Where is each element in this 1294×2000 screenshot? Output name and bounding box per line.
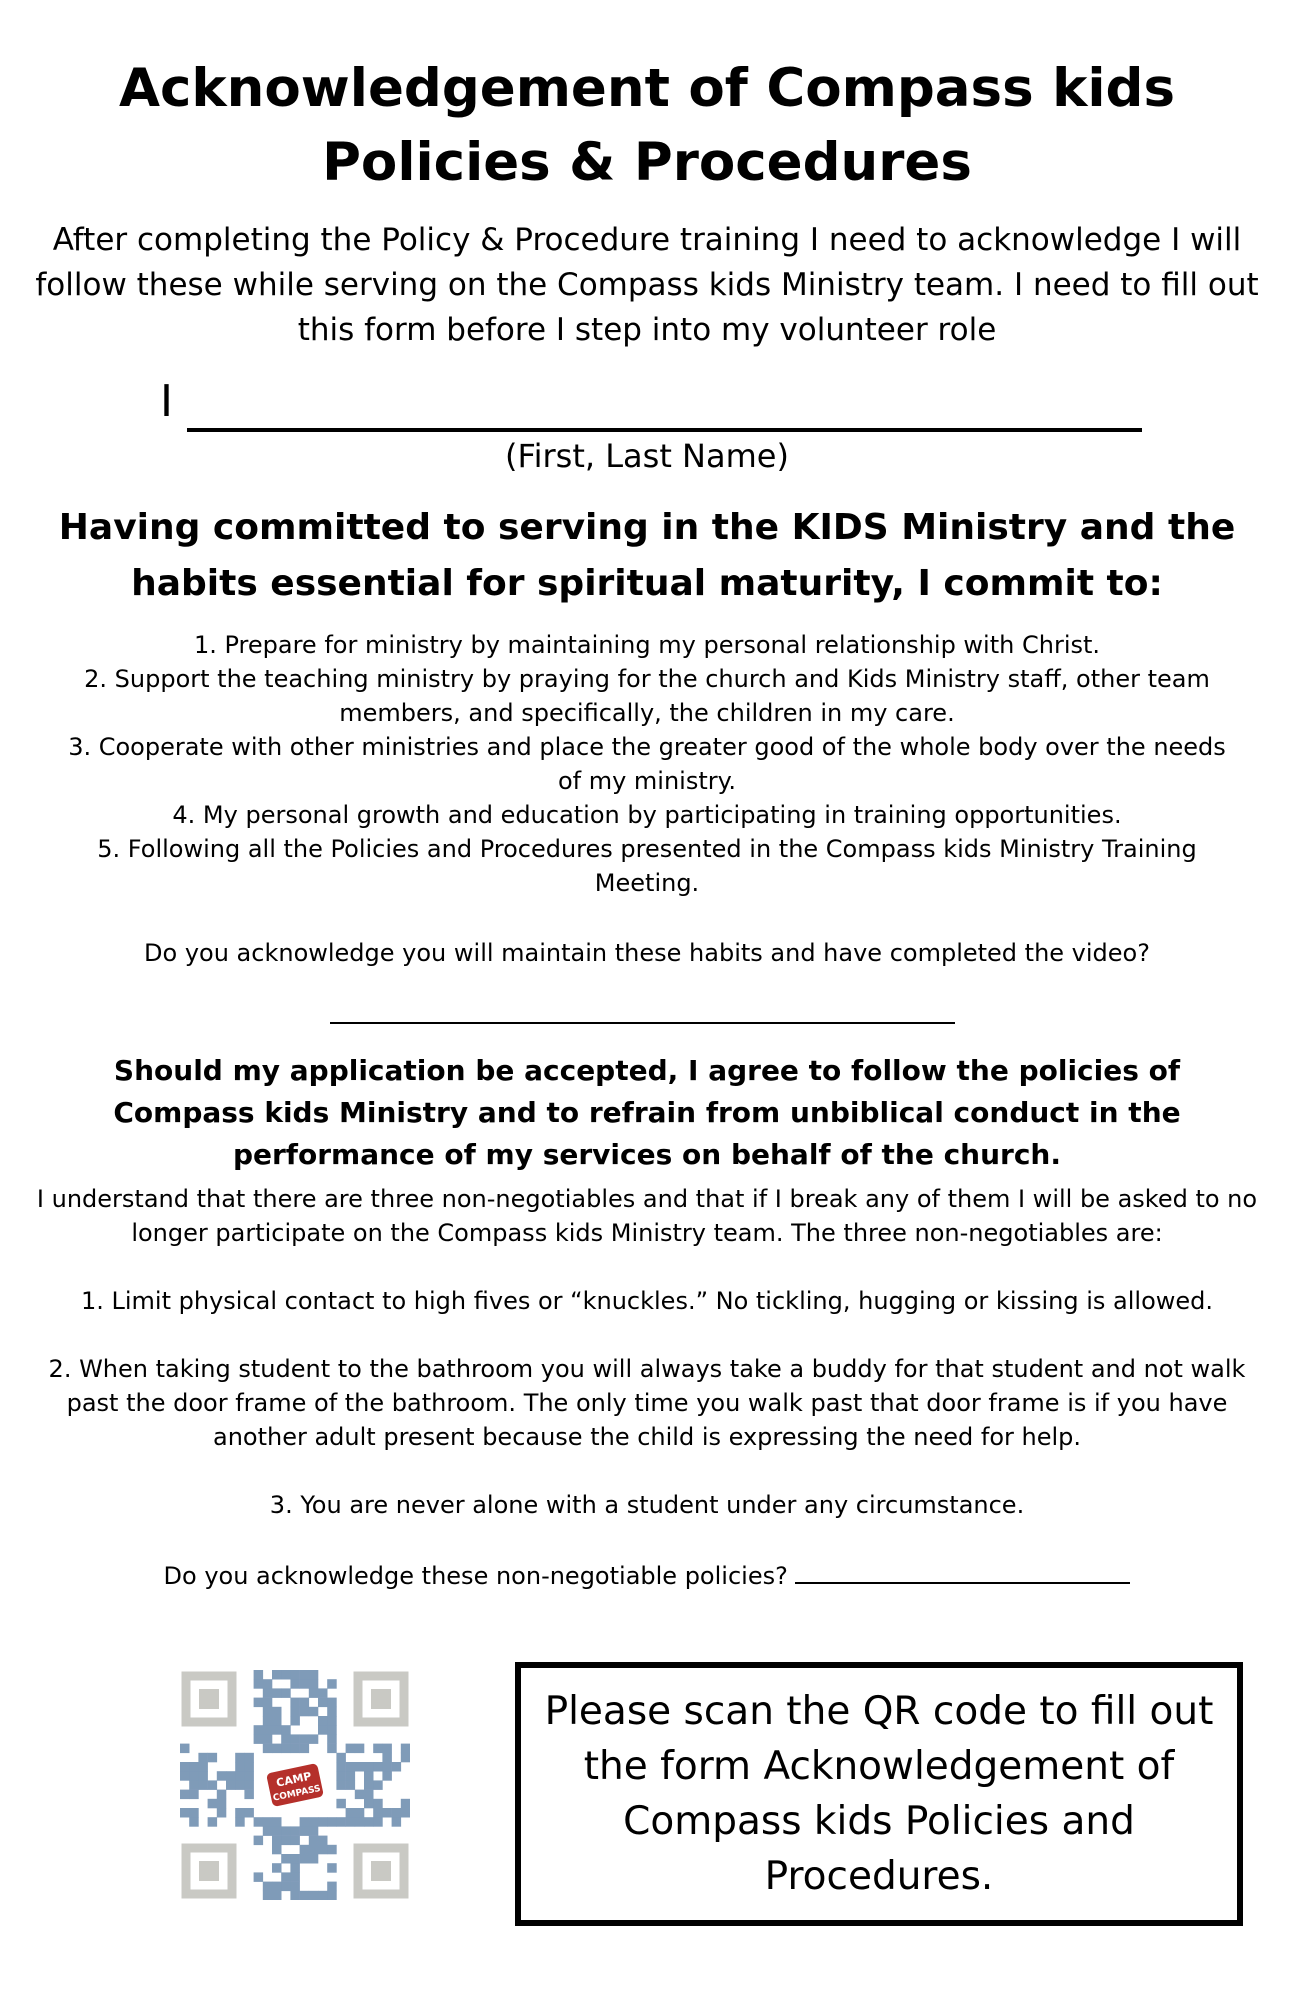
qr-module [392,1808,402,1818]
list-item: 4. My personal growth and education by participating in training opportunities. [172,801,1122,829]
qr-module [272,1707,282,1717]
qr-module [189,1780,199,1790]
qr-module [300,1817,310,1827]
qr-module [198,1762,208,1772]
qr-module [382,1808,392,1818]
qr-module [198,1771,208,1781]
qr-module [290,1891,300,1900]
intro-line-2: follow these while serving on the Compass kids Ministry team. I need to fill out [35,267,1259,303]
qr-module [263,1707,273,1717]
qr-module [217,1771,227,1781]
list-item: 1. Prepare for ministry by maintaining my personal relationship with Christ. [193,631,1101,659]
qr-module [189,1817,199,1827]
qr-module [263,1734,273,1744]
qr-module [364,1762,374,1772]
qr-module [281,1744,291,1754]
qr-module [327,1863,337,1873]
qr-module [254,1698,264,1708]
qr-module [392,1762,402,1772]
qr-module [208,1753,218,1763]
qr-module [309,1707,319,1717]
qr-module [244,1771,254,1781]
qr-module [235,1817,245,1827]
name-caption: (First, Last Name) [505,437,789,475]
qr-module [327,1679,337,1689]
qr-module [336,1771,346,1781]
qr-module [272,1744,282,1754]
qr-module [382,1744,392,1754]
qr-module [254,1817,264,1827]
qr-module [300,1845,310,1855]
qr-module [373,1808,383,1818]
list-item: 3. Cooperate with other ministries and place the greater good of the whole body over the needs of my ministry. [68,733,1226,795]
qr-module [272,1725,282,1735]
qr-module [198,1753,208,1763]
qr-module [290,1744,300,1754]
intro-line-3: this form before I step into my volunteer role [297,312,997,348]
qr-module [346,1762,356,1772]
qr-module [272,1836,282,1846]
qr-module [244,1780,254,1790]
qr-module [327,1698,337,1708]
qr-instructions-box [515,1662,1243,1926]
qr-module [189,1771,199,1781]
qr-module [309,1679,319,1689]
qr-module [272,1891,282,1900]
qr-module [401,1808,410,1818]
qr-module [272,1716,282,1726]
qr-module [401,1799,410,1809]
qr-module [198,1780,208,1790]
qr-module [355,1762,365,1772]
qr-module [355,1817,365,1827]
commit-heading [40,500,1254,612]
qr-module [254,1734,264,1744]
qr-module [373,1799,383,1809]
qr-module [244,1753,254,1763]
qr-module [327,1891,337,1900]
logo-text-1: CAMP [275,1769,313,1790]
list-item: 2. Support the teaching ministry by praying for the church and Kids Ministry staff, other team members, and specifically, the children in my care. [84,665,1210,727]
qr-module [180,1762,190,1772]
qr-module [336,1780,346,1790]
qr-module [309,1670,319,1680]
qr-module [263,1725,273,1735]
logo-text-2: COMPASS [272,1783,322,1804]
qr-module [309,1845,319,1855]
qr-module [300,1826,310,1836]
qr-module [401,1753,410,1763]
qr-module [318,1698,328,1708]
qr-module [272,1882,282,1892]
qr-module [290,1872,300,1882]
qr-module [364,1780,374,1790]
qr-module [327,1707,337,1717]
qr-module [392,1817,402,1827]
qr-module [281,1725,291,1735]
qr-module [318,1845,328,1855]
qr-module [272,1817,282,1827]
title-line-2: Policies & Procedures [322,132,972,193]
qr-module [281,1826,291,1836]
qr-module [235,1771,245,1781]
qr-module [309,1688,319,1698]
commit-heading-line-1: Having committed to serving in the KIDS Ministry and the [58,507,1236,548]
qr-module [327,1882,337,1892]
qr-module [364,1817,374,1827]
commit-list [60,628,1234,900]
camp-compass-logo [261,1759,328,1811]
qr-module [327,1817,337,1827]
habits-answer-line[interactable] [330,1022,955,1024]
qr-module [189,1790,199,1800]
qr-module [263,1891,273,1900]
qr-module [364,1771,374,1781]
qr-module [373,1817,383,1827]
qr-module [318,1891,328,1900]
policies-question [20,1556,1274,1593]
qr-module [263,1744,273,1754]
qr-module [263,1679,273,1689]
policies-answer-line[interactable] [795,1556,1130,1584]
qr-module [272,1688,282,1698]
qr-module [281,1836,291,1846]
qr-module [373,1762,383,1772]
qr-module [217,1808,227,1818]
qr-module [290,1716,300,1726]
habits-question: Do you acknowledge you will maintain these habits and have completed the video? [144,939,1150,967]
qr-module [180,1790,190,1800]
qr-module [290,1826,300,1836]
qr-module [263,1688,273,1698]
qr-module [336,1762,346,1772]
qr-module [309,1836,319,1846]
qr-module [300,1854,310,1864]
qr-module [401,1744,410,1754]
qr-module [336,1799,346,1809]
qr-module [290,1854,300,1864]
qr-module [300,1744,310,1754]
qr-module [290,1836,300,1846]
qr-module [290,1679,300,1689]
qr-module [309,1734,319,1744]
qr-module [382,1762,392,1772]
qr-module [382,1753,392,1763]
qr-module [346,1808,356,1818]
qr-module [300,1679,310,1689]
policy-intro: I understand that there are three non-negotiables and that if I break any of them I will be asked to no longer participate on the Compass kids Ministry team. The three non-negotiables are: [36,1185,1258,1247]
qr-module [355,1808,365,1818]
policy-item: 1. Limit physical contact to high fives or “knuckles.” No tickling, hugging or kissing is allowed. [80,1287,1214,1315]
qr-module [300,1707,310,1717]
qr-module [189,1762,199,1772]
qr-module [263,1826,273,1836]
qr-module [364,1799,374,1809]
qr-module [208,1817,218,1827]
qr-module [281,1882,291,1892]
qr-module [327,1716,337,1726]
intro-paragraph [20,218,1274,353]
qr-module [290,1863,300,1873]
qr-module [244,1808,254,1818]
qr-module [244,1790,254,1800]
qr-module [235,1808,245,1818]
qr-module [254,1679,264,1689]
qr-module [180,1808,190,1818]
qr-module [263,1698,273,1708]
qr-module [327,1725,337,1735]
qr-module [355,1744,365,1754]
qr-module [217,1790,227,1800]
qr-module [180,1744,190,1754]
qr-module [254,1670,264,1680]
qr-module [309,1891,319,1900]
qr-module [346,1771,356,1781]
policy-heading: Should my application be accepted, I agree to follow the policies of Compass kids Ministry and to refrain from unbiblical conduct in the performance of my services on behalf of the church. [113,1054,1181,1171]
name-field[interactable] [160,372,1150,432]
qr-module [217,1799,227,1809]
qr-code-graphic [180,1670,410,1900]
qr-module [290,1882,300,1892]
qr-module [281,1734,291,1744]
qr-module [309,1854,319,1864]
qr-module [300,1891,310,1900]
qr-module [309,1826,319,1836]
qr-module [281,1688,291,1698]
qr-module [272,1826,282,1836]
name-blank-line[interactable] [187,382,1142,432]
policies-question-text: Do you acknowledge these non-negotiable policies? [163,1562,788,1590]
qr-module [208,1799,218,1809]
qr-module [290,1734,300,1744]
list-item: 5. Following all the Policies and Procedures presented in the Compass kids Ministry Training Meeting. [97,835,1197,897]
title-line-1: Acknowledgement of Compass kids [118,58,1175,119]
qr-module [373,1780,383,1790]
intro-line-1: After completing the Policy & Procedure training I need to acknowledge I will [52,222,1242,258]
policy-body [20,1182,1274,1593]
qr-module [254,1725,264,1735]
qr-module [346,1744,356,1754]
name-prefix: I [160,376,173,427]
qr-module [318,1716,328,1726]
qr-module [318,1688,328,1698]
qr-module [263,1716,273,1726]
qr-module [226,1771,236,1781]
qr-module [336,1753,346,1763]
qr-module [263,1882,273,1892]
qr-module [244,1762,254,1772]
qr-module [235,1753,245,1763]
qr-module [272,1863,282,1873]
qr-module [208,1780,218,1790]
qr-module [254,1872,264,1882]
qr-module [355,1790,365,1800]
qr-module [281,1670,291,1680]
qr-module [272,1670,282,1680]
qr-module [235,1762,245,1772]
qr-module [180,1771,190,1781]
qr-module [382,1771,392,1781]
page-title [0,52,1294,200]
qr-module [346,1780,356,1790]
qr-module [327,1734,337,1744]
qr-module [346,1817,356,1827]
qr-module [318,1725,328,1735]
qr-module [281,1872,291,1882]
qr-instructions-text: Please scan the QR code to fill out the form Acknowledgement of Compass kids Policies and Procedures. [544,1689,1214,1899]
qr-module [364,1790,374,1800]
qr-module [290,1707,300,1717]
qr-module [318,1817,328,1827]
qr-module [300,1734,310,1744]
qr-module [290,1698,300,1708]
policy-item: 2. When taking student to the bathroom you will always take a buddy for that student and not walk past the door frame of the bathroom. The only time you walk past that door frame is if you have another adult present because the child is expressing the need for help. [48,1355,1246,1451]
qr-module [235,1780,245,1790]
qr-module [281,1854,291,1864]
qr-module [189,1808,199,1818]
qr-module [300,1698,310,1708]
qr-module [300,1670,310,1680]
qr-module [263,1817,273,1827]
qr-module [309,1817,319,1827]
qr-module [327,1845,337,1855]
qr-module [327,1744,337,1754]
commit-heading-line-2: habits essential for spiritual maturity, I commit to: [131,563,1163,604]
qr-module [290,1670,300,1680]
qr-module [318,1836,328,1846]
qr-module [373,1744,383,1754]
qr-module [336,1817,346,1827]
policy-item: 3. You are never alone with a student under any circumstance. [269,1491,1025,1519]
qr-module [254,1836,264,1846]
qr-module [226,1780,236,1790]
qr-module [272,1845,282,1855]
qr-code-icon[interactable] [180,1670,410,1900]
